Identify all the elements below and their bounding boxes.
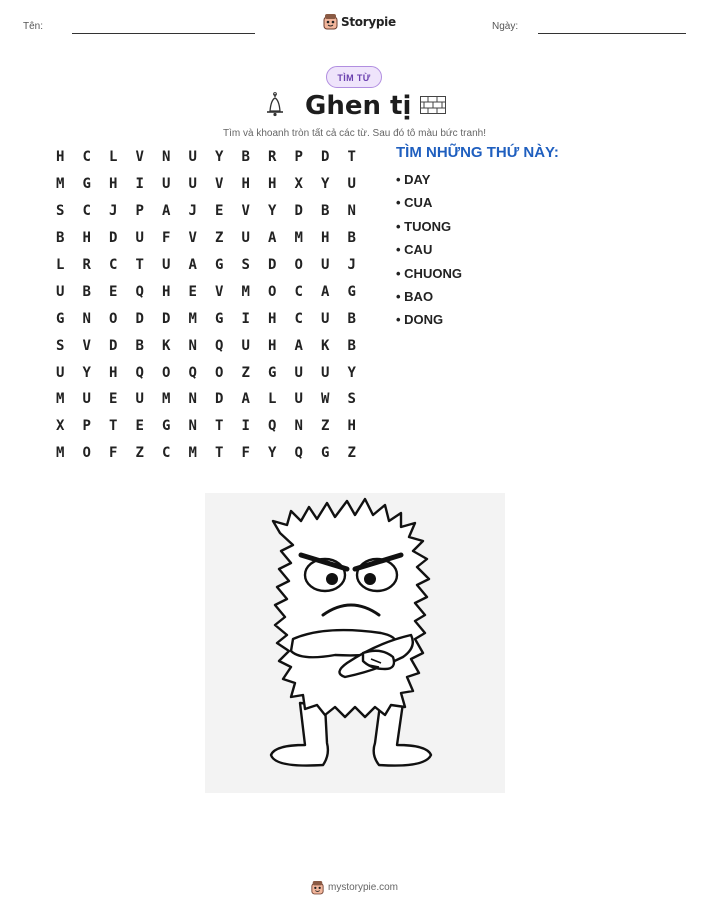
grid-letter[interactable]: N <box>347 203 356 220</box>
grid-letter[interactable]: U <box>135 230 144 247</box>
instructions: Tìm và khoanh tròn tất cả các từ. Sau đó tô màu bức tranh! <box>223 128 486 139</box>
grid-letter[interactable]: H <box>321 230 330 247</box>
grid-letter[interactable]: G <box>82 176 91 193</box>
grid-row <box>47 252 365 279</box>
grid-letter[interactable]: H <box>268 176 277 193</box>
grid-letter[interactable]: U <box>241 337 250 354</box>
grid-letter[interactable]: J <box>109 203 118 220</box>
grid-letter[interactable]: U <box>56 364 65 381</box>
grid-letter[interactable]: O <box>268 283 277 300</box>
grid-row <box>47 278 365 305</box>
grid-letter[interactable]: T <box>109 418 118 435</box>
grid-row <box>47 144 365 171</box>
grid-letter[interactable]: T <box>135 257 144 273</box>
grid-letter[interactable]: B <box>347 337 356 354</box>
grid-letter[interactable]: H <box>109 176 118 193</box>
grid-letter[interactable]: G <box>215 310 224 327</box>
grid-letter[interactable]: I <box>241 418 250 435</box>
grid-row <box>47 440 365 467</box>
grid-letter[interactable]: N <box>82 310 91 327</box>
grid-letter[interactable]: V <box>215 176 224 193</box>
brand-name: Storypie <box>341 14 396 29</box>
grid-letter[interactable]: B <box>82 283 91 300</box>
grid-letter[interactable]: S <box>56 203 65 220</box>
grid-row <box>47 332 365 359</box>
grid-letter[interactable]: D <box>162 310 171 327</box>
grid-letter[interactable]: G <box>347 283 356 300</box>
word-item: • DAY <box>396 172 431 187</box>
grid-letter[interactable]: A <box>162 203 171 220</box>
grid-letter[interactable]: E <box>215 203 224 220</box>
footer-url[interactable]: mystorypie.com <box>327 882 398 893</box>
grid-letter[interactable]: H <box>162 283 171 300</box>
grid-letter[interactable]: B <box>56 230 65 247</box>
grid-letter[interactable]: Z <box>135 445 144 462</box>
grid-letter[interactable]: V <box>82 337 91 354</box>
grid-letter[interactable]: Y <box>268 445 277 462</box>
grid-letter[interactable]: G <box>56 310 65 327</box>
grid-row <box>47 413 365 440</box>
grid-letter[interactable]: A <box>241 391 250 408</box>
grid-letter[interactable]: U <box>162 176 171 193</box>
grid-letter[interactable]: X <box>294 176 303 193</box>
grid-letter[interactable]: B <box>241 149 250 166</box>
grid-letter[interactable]: Q <box>135 283 144 300</box>
grid-letter[interactable]: F <box>109 445 118 462</box>
grid-letter[interactable]: G <box>321 445 330 462</box>
grid-letter[interactable]: R <box>82 257 91 273</box>
grid-letter[interactable]: J <box>347 257 356 273</box>
word-list-heading: TÌM NHỮNG THỨ NÀY: <box>396 144 559 161</box>
grid-letter[interactable]: D <box>294 203 303 220</box>
grid-letter[interactable]: E <box>135 418 144 435</box>
grid-letter[interactable]: B <box>347 310 356 327</box>
grid-letter[interactable]: U <box>294 391 303 408</box>
grid-letter[interactable]: C <box>294 283 303 300</box>
grid-letter[interactable]: A <box>294 337 303 354</box>
grid-letter[interactable]: V <box>241 203 250 220</box>
grid-letter[interactable]: A <box>321 283 330 300</box>
grid-letter[interactable]: M <box>56 391 65 408</box>
grid-letter[interactable]: I <box>135 176 144 193</box>
grid-letter[interactable]: C <box>82 149 91 166</box>
grid-letter[interactable]: L <box>109 149 118 166</box>
grid-letter[interactable]: R <box>268 149 277 166</box>
grid-letter[interactable]: M <box>188 310 197 327</box>
grid-letter[interactable]: G <box>162 418 171 435</box>
grid-letter[interactable]: I <box>241 310 250 327</box>
grid-letter[interactable]: Y <box>215 149 224 166</box>
brand <box>323 13 396 30</box>
grid-letter[interactable]: U <box>188 176 197 193</box>
grid-letter[interactable]: H <box>56 149 65 166</box>
grid-letter[interactable]: S <box>241 257 250 273</box>
grid-row <box>47 386 365 413</box>
grid-letter[interactable]: N <box>294 418 303 435</box>
grid-letter[interactable]: Q <box>135 364 144 381</box>
grid-letter[interactable]: C <box>109 257 118 273</box>
grid-letter[interactable]: T <box>347 149 356 166</box>
word-search-grid[interactable] <box>47 144 365 467</box>
grid-letter[interactable]: K <box>162 337 171 354</box>
grid-letter[interactable]: O <box>294 257 303 273</box>
grid-row <box>47 171 365 198</box>
grid-letter[interactable]: F <box>241 445 250 462</box>
grid-letter[interactable]: U <box>82 391 91 408</box>
grid-letter[interactable]: C <box>82 203 91 220</box>
grid-letter[interactable]: V <box>188 230 197 247</box>
grid-letter[interactable]: U <box>188 149 197 166</box>
grid-letter[interactable]: U <box>162 257 171 273</box>
grid-letter[interactable]: G <box>215 257 224 273</box>
grid-letter[interactable]: M <box>56 176 65 193</box>
grid-letter[interactable]: N <box>162 149 171 166</box>
grid-letter[interactable]: U <box>241 230 250 247</box>
date-field-line[interactable] <box>538 33 686 34</box>
grid-letter[interactable]: P <box>82 418 91 435</box>
grid-letter[interactable]: B <box>321 203 330 220</box>
grid-letter[interactable]: Z <box>347 445 356 462</box>
word-list <box>396 170 462 334</box>
word-item: • CAU <box>396 242 433 258</box>
grid-letter[interactable]: Y <box>82 364 91 381</box>
grid-letter[interactable]: U <box>56 283 65 300</box>
grid-letter[interactable]: Z <box>241 364 250 381</box>
grid-letter[interactable]: O <box>109 310 118 327</box>
grid-letter[interactable]: M <box>162 391 171 408</box>
grid-letter[interactable]: U <box>347 176 356 193</box>
grid-letter[interactable]: Q <box>188 364 197 381</box>
grid-letter[interactable]: Y <box>268 203 277 220</box>
storypie-mascot-icon <box>311 880 324 895</box>
grid-letter[interactable]: B <box>135 337 144 354</box>
grid-letter[interactable]: Z <box>215 230 224 247</box>
grid-letter[interactable]: C <box>294 310 303 327</box>
grid-letter[interactable]: K <box>321 337 330 354</box>
grid-letter[interactable]: H <box>109 364 118 381</box>
name-label: Tên: <box>23 21 44 32</box>
grid-letter[interactable]: W <box>321 391 330 408</box>
grid-letter[interactable]: M <box>241 283 250 300</box>
grid-letter[interactable]: Y <box>347 364 356 381</box>
grid-letter[interactable]: V <box>135 149 144 166</box>
grid-letter[interactable]: O <box>215 364 224 381</box>
grid-row <box>47 359 365 386</box>
grid-letter[interactable]: E <box>109 283 118 300</box>
grid-letter[interactable]: N <box>188 418 197 435</box>
date-label: Ngày: <box>492 21 519 32</box>
grid-letter[interactable]: U <box>321 257 330 273</box>
title-row <box>0 88 709 128</box>
grid-letter[interactable]: S <box>56 337 65 354</box>
grid-letter[interactable]: U <box>294 364 303 381</box>
jealous-monster-drawing <box>205 493 505 793</box>
grid-letter[interactable]: Q <box>294 445 303 462</box>
grid-letter[interactable]: P <box>294 149 303 166</box>
grid-letter[interactable]: Y <box>321 176 330 193</box>
grid-letter[interactable]: N <box>188 391 197 408</box>
grid-letter[interactable]: T <box>215 445 224 462</box>
grid-letter[interactable]: M <box>56 445 65 462</box>
grid-letter[interactable]: L <box>56 257 65 273</box>
category-badge: TÌM TỪ <box>326 66 382 88</box>
brick-wall-icon <box>420 96 446 114</box>
grid-letter[interactable]: P <box>135 203 144 220</box>
storypie-mascot-icon <box>323 13 338 30</box>
grid-letter[interactable]: O <box>82 445 91 462</box>
word-item: • TUONG <box>396 218 452 234</box>
grid-letter[interactable]: U <box>321 310 330 327</box>
grid-letter[interactable]: H <box>347 418 356 435</box>
grid-letter[interactable]: D <box>321 149 330 166</box>
grid-letter[interactable]: Z <box>321 418 330 435</box>
grid-letter[interactable]: D <box>109 337 118 354</box>
grid-letter[interactable]: H <box>241 176 250 193</box>
grid-letter[interactable]: F <box>162 230 171 247</box>
grid-letter[interactable]: M <box>188 445 197 462</box>
grid-letter[interactable]: H <box>82 230 91 247</box>
word-item: • BAO <box>396 288 434 304</box>
grid-row <box>47 305 365 332</box>
grid-letter[interactable]: E <box>188 283 197 300</box>
grid-letter[interactable]: A <box>268 230 277 247</box>
grid-row <box>47 225 365 252</box>
coloring-illustration <box>205 493 505 793</box>
grid-letter[interactable]: D <box>135 310 144 327</box>
word-item: • CUA <box>396 195 433 211</box>
grid-letter[interactable]: H <box>268 337 277 354</box>
bell-icon <box>264 92 286 118</box>
grid-letter[interactable]: H <box>268 310 277 327</box>
page-title: Ghen tị <box>305 91 412 121</box>
grid-letter[interactable]: Q <box>268 418 277 435</box>
grid-letter[interactable]: L <box>268 391 277 408</box>
grid-letter[interactable]: X <box>56 418 65 435</box>
grid-letter[interactable]: V <box>215 283 224 300</box>
grid-letter[interactable]: A <box>188 257 197 273</box>
grid-letter[interactable]: U <box>135 391 144 408</box>
word-item: • DONG <box>396 312 444 328</box>
grid-letter[interactable]: N <box>188 337 197 354</box>
grid-letter[interactable]: S <box>347 391 356 408</box>
grid-letter[interactable]: B <box>347 230 356 247</box>
grid-letter[interactable]: M <box>294 230 303 247</box>
grid-letter[interactable]: O <box>162 364 171 381</box>
name-field-line[interactable] <box>72 33 255 34</box>
grid-letter[interactable]: J <box>188 203 197 220</box>
grid-letter[interactable]: C <box>162 445 171 462</box>
grid-letter[interactable]: E <box>109 391 118 408</box>
footer <box>0 880 709 895</box>
word-item: • CHUONG <box>396 265 462 281</box>
grid-letter[interactable]: U <box>321 364 330 381</box>
grid-letter[interactable]: T <box>215 418 224 435</box>
grid-letter[interactable]: G <box>268 364 277 381</box>
grid-letter[interactable]: D <box>109 230 118 247</box>
grid-letter[interactable]: D <box>268 257 277 273</box>
grid-row <box>47 198 365 225</box>
grid-letter[interactable]: D <box>215 391 224 408</box>
grid-letter[interactable]: Q <box>215 337 224 354</box>
